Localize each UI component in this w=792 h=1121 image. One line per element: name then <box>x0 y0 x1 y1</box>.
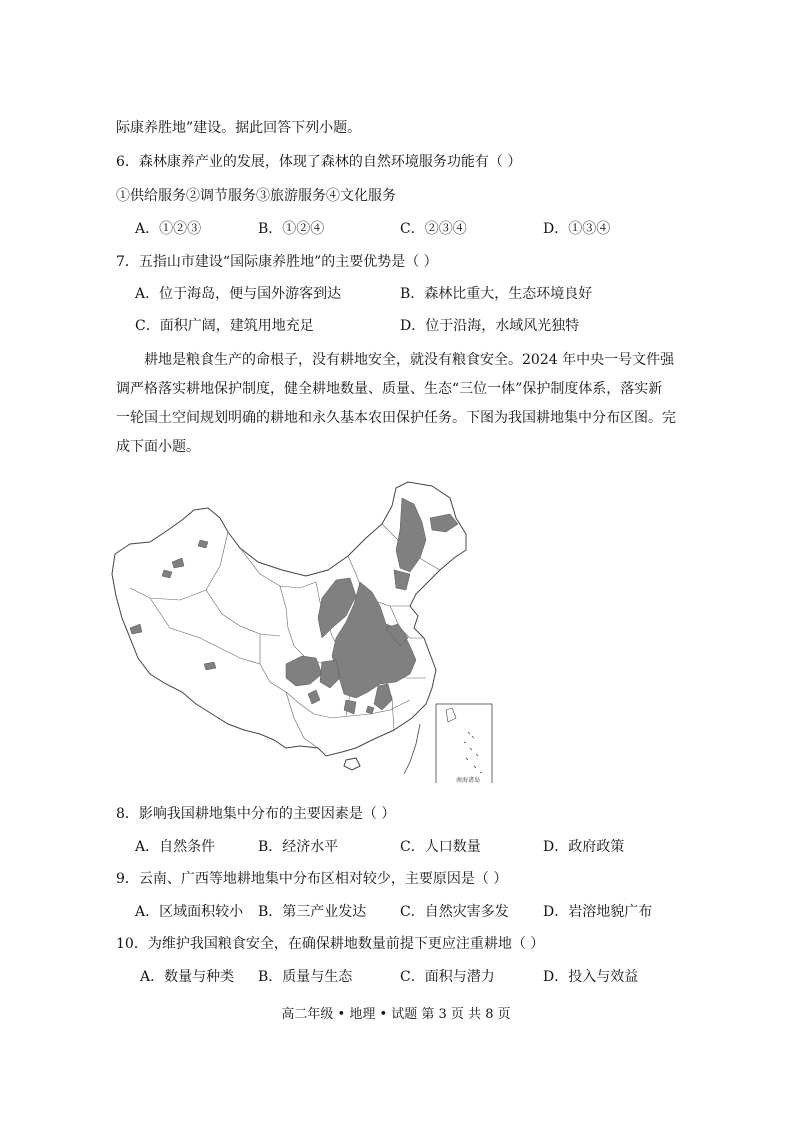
question-number: 9． <box>116 871 139 887</box>
question-number: 10． <box>116 936 148 952</box>
option-b: B．森林比重大，生态环境良好 <box>400 286 593 302</box>
question-number: 8． <box>116 806 139 822</box>
intro-tail: 际康养胜地”建设。据此回答下列小题。 <box>116 120 362 136</box>
question-number: 7． <box>116 254 139 270</box>
option-b: B．质量与生态 <box>258 969 353 985</box>
question-6 <box>116 152 521 172</box>
option-b: B．①②④ <box>258 221 325 237</box>
option-b: B．第三产业发达 <box>258 904 367 920</box>
option-c: C．人口数量 <box>400 839 481 855</box>
option-c: C．自然灾害多发 <box>400 904 509 920</box>
option-a: A．自然条件 <box>135 839 216 855</box>
passage: 耕地是粮食生产的命根子，没有耕地安全，就没有粮食安全。2024 年中央一号文件强调严格落实耕地保护制度，健全耕地数量、质量、生态“三位一体”保护制度体系，落实新一轮国土空间规划明确的耕地和永久基本农田保护任务。下图为我国耕地集中分布区图。完成下面小题。 <box>116 352 676 455</box>
question-stem: 影响我国耕地集中分布的主要因素是（ ） <box>138 806 396 822</box>
option-c: C．面积与潜力 <box>400 969 495 985</box>
question-stem: 森林康养产业的发展，体现了森林的自然环境服务功能有（ ） <box>138 154 522 170</box>
option-c: C．面积广阔，建筑用地充足 <box>135 318 314 334</box>
option-a: A．①②③ <box>135 221 202 237</box>
question-9 <box>116 869 507 889</box>
cropland-distribution-map <box>110 478 495 783</box>
option-b: B．经济水平 <box>258 839 339 855</box>
question-stem: 为维护我国粮食安全，在确保耕地数量前提下更应注重耕地（ ） <box>147 936 545 952</box>
question-number: 6． <box>116 154 139 170</box>
option-d: D．①③④ <box>543 221 611 237</box>
option-d: D．投入与效益 <box>543 969 639 985</box>
question-stem: 云南、广西等地耕地集中分布区相对较少，主要原因是（ ） <box>138 871 508 887</box>
question-8 <box>116 804 395 824</box>
page-footer: 高二年级 • 地理 • 试题 第 3 页 共 8 页 <box>281 1007 511 1022</box>
option-a: A．区域面积较小 <box>135 904 244 920</box>
option-a: A．数量与种类 <box>140 969 235 985</box>
option-d: D．位于沿海，水域风光独特 <box>400 318 580 334</box>
option-c: C．②③④ <box>400 221 467 237</box>
question-6-sub: ①供给服务②调节服务③旅游服务④文化服务 <box>116 188 396 204</box>
question-stem: 五指山市建设“国际康养胜地”的主要优势是（ ） <box>138 254 438 270</box>
option-d: D．政府政策 <box>543 839 625 855</box>
question-7 <box>116 252 438 272</box>
coastline-islands <box>404 724 420 774</box>
south-china-sea-inset <box>436 704 492 783</box>
option-a: A．位于海岛，便与国外游客到达 <box>135 286 342 302</box>
option-d: D．岩溶地貌广布 <box>543 904 653 920</box>
question-10 <box>116 934 544 954</box>
inset-label: 南海诸岛 <box>456 777 481 783</box>
